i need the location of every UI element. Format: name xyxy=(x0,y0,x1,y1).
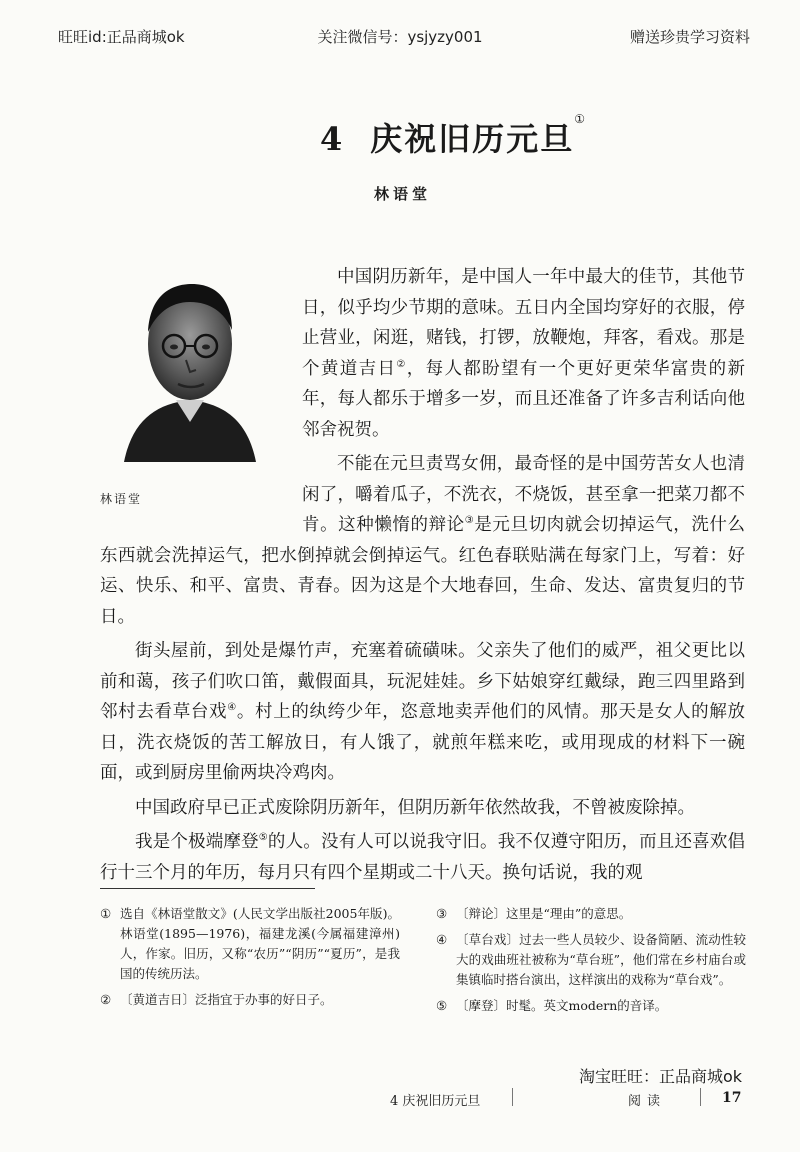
shop-watermark: 淘宝旺旺：正品商城ok xyxy=(578,1067,742,1086)
portrait-float-space xyxy=(100,262,302,520)
footnote-mark: ⑤ xyxy=(436,998,448,1013)
footer-divider xyxy=(512,1088,513,1106)
paragraph-text: 是元旦切肉就会切掉运气，洗什么东西就会洗掉运气，把水倒掉就会倒掉运气。红色春联贴满在每家门上，写着：好运、快乐、和平、富贵、青春。因为这是个大地春回，生命、发达、富贵复归的节日。 xyxy=(100,515,746,627)
body-paragraph xyxy=(100,636,745,789)
footnote-text: 〔摩登〕时髦。英文modern的音译。 xyxy=(456,998,668,1013)
footer-lesson-title: 4 庆祝旧历元旦 xyxy=(390,1094,481,1109)
header-center-text: 关注微信号：ysjyzy001 xyxy=(317,28,483,46)
footnote-mark: ④ xyxy=(436,932,448,947)
footnotes-left-column xyxy=(100,904,400,1016)
footnote xyxy=(100,990,400,1010)
footnote-reference: ② xyxy=(396,358,407,370)
paragraph-text: 中国阴历新年，是中国人一年中最大的佳节，其他节日，似乎均少节期的意味。五日内全国均穿好的衣服，停止营业，闲逛，赌钱，打锣，放鞭炮，拜客，看戏。那是个黄道吉日 xyxy=(302,267,745,379)
author-name: 林语堂 xyxy=(374,185,432,203)
footnote-text: 〔辩论〕这里是“理由”的意思。 xyxy=(456,906,632,921)
paragraph-text: 街头屋前，到处是爆竹声，充塞着硫磺味。父亲失了他们的威严，祖父更比以前和蔼，孩子们吹口笛，戴假面具，玩泥娃娃。乡下姑娘穿红戴绿，跑三四里路到邻村去看草台戏 xyxy=(100,641,745,722)
footnote-text: 〔黄道吉日〕泛指宜于办事的好日子。 xyxy=(120,992,333,1007)
lesson-number: 4 xyxy=(320,120,345,158)
footnote-mark: ③ xyxy=(436,906,448,921)
footnote-mark: ① xyxy=(100,906,112,921)
header-left-text: 旺旺id:正品商城ok xyxy=(58,28,185,46)
title-text: 庆祝旧历元旦 xyxy=(370,120,575,158)
footnote-reference: ④ xyxy=(227,702,237,713)
paragraph-text: 不能在元旦责骂女佣，最奇怪的是中国劳苦女人也清闲了，嚼着瓜子，不洗衣，不烧饭，甚至拿一把菜刀都不肯。这种懒惰的辩论 xyxy=(302,454,745,535)
footer-section-name: 阅读 xyxy=(628,1094,667,1109)
footnote-reference: ③ xyxy=(464,515,475,526)
paragraph-text: 的人。没有人可以说我守旧。我不仅遵守阳历，而且还喜欢倡行十三个月的年历，每月只有四个星期或二十八天。换句话说，我的观 xyxy=(100,832,746,883)
footnote-reference: ⑤ xyxy=(258,832,268,843)
article-title xyxy=(320,114,587,160)
footnote-mark: ② xyxy=(100,992,112,1007)
title-footnote-mark: ① xyxy=(574,112,588,126)
paragraph-text: 。村上的纨绔少年，恣意地卖弄他们的风情。那天是女人的解放日，洗衣烧饭的苦工解放日，有人饿了，就煎年糕来吃，或用现成的材料下一碗面，或到厨房里偷两块冷鸡肉。 xyxy=(100,702,746,783)
body-paragraph xyxy=(100,827,745,888)
footnote-rule xyxy=(100,888,315,889)
footnote xyxy=(100,904,400,984)
paragraph-text: ，每人都盼望有一个更好更荣华富贵的新年，每人都乐于增多一岁，而且还准备了许多吉利话向他邻舍祝贺。 xyxy=(302,358,746,440)
footnote xyxy=(436,930,746,990)
paragraph-text: 中国政府早已正式废除阴历新年，但阴历新年依然故我，不曾被废除掉。 xyxy=(135,797,695,818)
header-right-text: 赠送珍贵学习资料 xyxy=(629,28,750,46)
paragraph-text: 我是个极端摩登 xyxy=(135,832,259,852)
footnote xyxy=(436,996,746,1016)
article-body xyxy=(100,262,745,892)
body-paragraph xyxy=(100,793,745,824)
footer-divider xyxy=(700,1088,701,1106)
portrait-caption: 林语堂 xyxy=(100,492,143,506)
footnote xyxy=(436,904,746,924)
footnote-text: 〔草台戏〕过去一些人员较少、设备简陋、流动性较大的戏曲班社被称为“草台班”，他们常在乡村庙台或集镇临时搭台演出，这样演出的戏称为“草台戏”。 xyxy=(456,932,746,987)
footnote-text: 选自《林语堂散文》(人民文学出版社2005年版)。林语堂(1895—1976)，福建龙溪(今属福建漳州)人，作家。旧历，又称“农历”“阴历”“夏历”，是我国的传统历法。 xyxy=(120,906,400,981)
footnotes-right-column xyxy=(436,904,746,1022)
page-number: 17 xyxy=(722,1090,742,1106)
